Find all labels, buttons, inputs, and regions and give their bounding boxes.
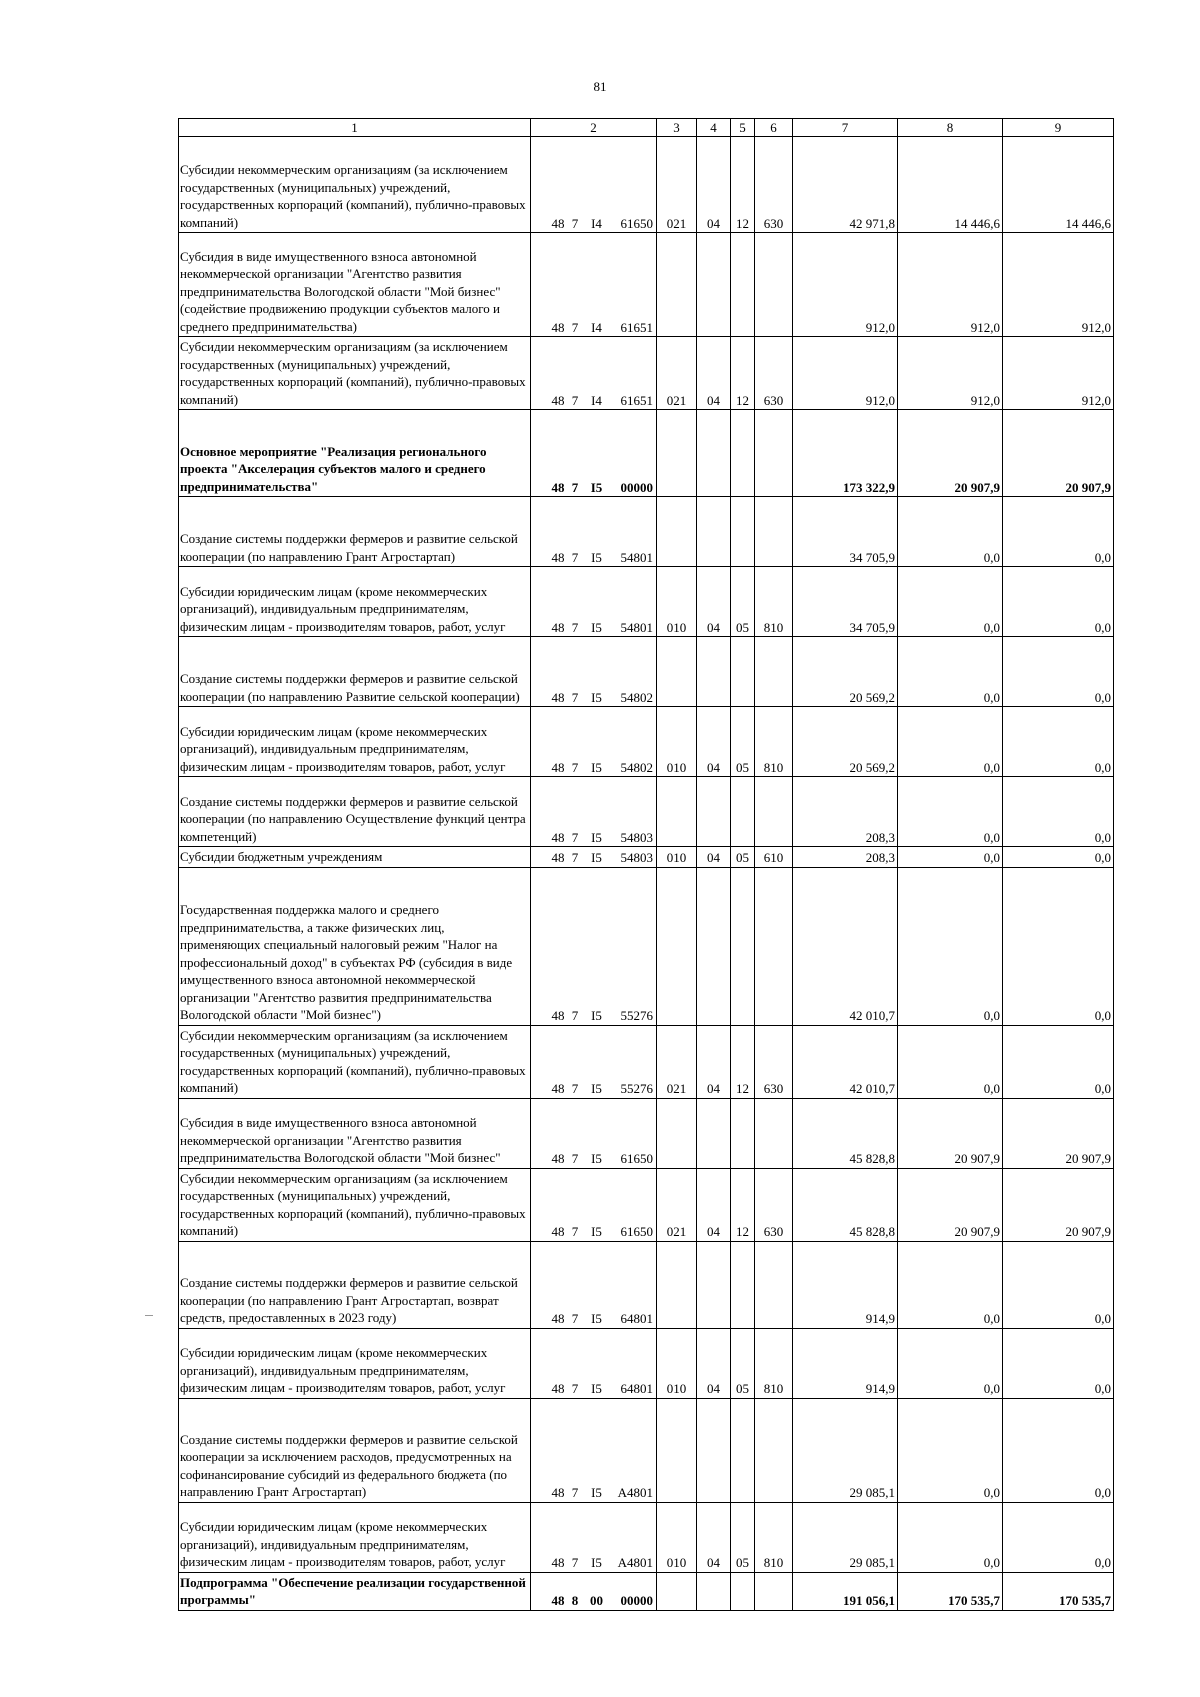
expense-type-code	[657, 1241, 697, 1328]
expense-type-code	[657, 410, 697, 497]
amount-col-7: 42 971,8	[793, 137, 898, 233]
code-subprogram: 7	[568, 1328, 583, 1398]
amount-col-7: 914,9	[793, 1328, 898, 1398]
expense-type-code	[657, 1572, 697, 1610]
section-code: 04	[697, 1168, 731, 1241]
code-program: 48	[531, 410, 568, 497]
code-direction: 54802	[611, 637, 657, 707]
table-row	[179, 637, 1114, 707]
code-event: I5	[583, 1168, 611, 1241]
column-header-6: 6	[755, 119, 793, 137]
code-event: I5	[583, 1502, 611, 1572]
section-code	[697, 777, 731, 847]
table-row	[179, 1098, 1114, 1168]
code-event: I5	[583, 867, 611, 1025]
amount-col-9: 0,0	[1003, 1025, 1114, 1098]
amount-col-9: 912,0	[1003, 233, 1114, 337]
table-row	[179, 1168, 1114, 1241]
code-direction: 61650	[611, 1098, 657, 1168]
row-name: Подпрограмма "Обеспечение реализации государственной программы"	[179, 1572, 531, 1610]
amount-col-9: 20 907,9	[1003, 410, 1114, 497]
code-event: I5	[583, 410, 611, 497]
subsection-code: 05	[731, 707, 755, 777]
column-header-8: 8	[898, 119, 1003, 137]
code-program: 48	[531, 777, 568, 847]
section-code	[697, 867, 731, 1025]
expense-kind-code	[755, 410, 793, 497]
table-row	[179, 847, 1114, 868]
expense-kind-code	[755, 777, 793, 847]
code-subprogram: 7	[568, 1241, 583, 1328]
code-subprogram: 7	[568, 497, 583, 567]
section-code: 04	[697, 707, 731, 777]
code-subprogram: 8	[568, 1572, 583, 1610]
code-direction: 64801	[611, 1328, 657, 1398]
code-event: I5	[583, 1398, 611, 1502]
expense-kind-code	[755, 1572, 793, 1610]
amount-col-9: 170 535,7	[1003, 1572, 1114, 1610]
section-code	[697, 1572, 731, 1610]
amount-col-7: 42 010,7	[793, 1025, 898, 1098]
expense-type-code: 010	[657, 1328, 697, 1398]
code-direction: 54801	[611, 497, 657, 567]
amount-col-9: 0,0	[1003, 567, 1114, 637]
subsection-code	[731, 497, 755, 567]
code-program: 48	[531, 867, 568, 1025]
code-subprogram: 7	[568, 137, 583, 233]
code-direction: 61651	[611, 337, 657, 410]
expense-kind-code	[755, 1398, 793, 1502]
section-code	[697, 233, 731, 337]
subsection-code	[731, 867, 755, 1025]
row-name: Государственная поддержка малого и среднего предпринимательства, а также физических лиц, применяющих специальный налоговый режим "Налог на профессиональный доход" в субъектах РФ (субсидия в виде имущественного взноса автономной некоммерческой организации "Агентство развития предпринимательства Вологодской области "Мой бизнес")	[179, 867, 531, 1025]
code-subprogram: 7	[568, 1025, 583, 1098]
expense-type-code: 010	[657, 567, 697, 637]
code-direction: 64801	[611, 1241, 657, 1328]
expense-kind-code: 810	[755, 567, 793, 637]
amount-col-8: 0,0	[898, 847, 1003, 868]
table-row	[179, 137, 1114, 233]
amount-col-8: 0,0	[898, 707, 1003, 777]
row-name: Субсидии некоммерческим организациям (за исключением государственных (муниципальных) учреждений, государственных корпораций (компаний), публично-правовых компаний)	[179, 1025, 531, 1098]
budget-table	[178, 118, 1114, 1611]
row-name: Создание системы поддержки фермеров и развитие сельской кооперации (по направлению Развитие сельской кооперации)	[179, 637, 531, 707]
expense-type-code	[657, 867, 697, 1025]
code-event: I5	[583, 637, 611, 707]
subsection-code	[731, 777, 755, 847]
row-name: Субсидии некоммерческим организациям (за исключением государственных (муниципальных) учреждений, государственных корпораций (компаний), публично-правовых компаний)	[179, 1168, 531, 1241]
table-row	[179, 1328, 1114, 1398]
amount-col-8: 912,0	[898, 337, 1003, 410]
code-event: I5	[583, 1025, 611, 1098]
section-code	[697, 497, 731, 567]
expense-type-code	[657, 497, 697, 567]
code-direction: 55276	[611, 1025, 657, 1098]
code-direction: A4801	[611, 1398, 657, 1502]
amount-col-9: 0,0	[1003, 637, 1114, 707]
column-header-1: 1	[179, 119, 531, 137]
subsection-code: 12	[731, 1168, 755, 1241]
subsection-code: 05	[731, 847, 755, 868]
amount-col-9: 0,0	[1003, 777, 1114, 847]
subsection-code	[731, 1398, 755, 1502]
amount-col-8: 0,0	[898, 637, 1003, 707]
row-name: Создание системы поддержки фермеров и развитие сельской кооперации (по направлению Осуществление функций центра компетенций)	[179, 777, 531, 847]
expense-kind-code: 630	[755, 1168, 793, 1241]
column-header-4: 4	[697, 119, 731, 137]
expense-kind-code: 610	[755, 847, 793, 868]
row-name: Субсидии юридическим лицам (кроме некоммерческих организаций), индивидуальным предпринимателям, физическим лицам - производителям товаров, работ, услуг	[179, 1328, 531, 1398]
section-code: 04	[697, 1025, 731, 1098]
subsection-code: 12	[731, 1025, 755, 1098]
amount-col-8: 0,0	[898, 867, 1003, 1025]
table-row	[179, 233, 1114, 337]
amount-col-8: 170 535,7	[898, 1572, 1003, 1610]
code-subprogram: 7	[568, 233, 583, 337]
section-code: 04	[697, 1502, 731, 1572]
row-name: Создание системы поддержки фермеров и развитие сельской кооперации (по направлению Грант Агростартап, возврат средств, предоставленных в 2023 году)	[179, 1241, 531, 1328]
code-program: 48	[531, 1572, 568, 1610]
section-code	[697, 410, 731, 497]
header-row	[179, 119, 1114, 137]
code-event: 00	[583, 1572, 611, 1610]
expense-type-code	[657, 1398, 697, 1502]
code-event: I5	[583, 497, 611, 567]
expense-kind-code	[755, 497, 793, 567]
expense-kind-code: 810	[755, 1328, 793, 1398]
amount-col-9: 0,0	[1003, 867, 1114, 1025]
expense-type-code: 021	[657, 1025, 697, 1098]
code-event: I4	[583, 233, 611, 337]
code-program: 48	[531, 337, 568, 410]
row-name: Субсидии юридическим лицам (кроме некоммерческих организаций), индивидуальным предпринимателям, физическим лицам - производителям товаров, работ, услуг	[179, 1502, 531, 1572]
amount-col-8: 0,0	[898, 1241, 1003, 1328]
subsection-code: 05	[731, 1328, 755, 1398]
amount-col-7: 29 085,1	[793, 1398, 898, 1502]
expense-type-code	[657, 777, 697, 847]
table-row	[179, 567, 1114, 637]
amount-col-7: 173 322,9	[793, 410, 898, 497]
expense-kind-code: 810	[755, 1502, 793, 1572]
amount-col-7: 45 828,8	[793, 1168, 898, 1241]
table-body	[179, 137, 1114, 1611]
code-program: 48	[531, 233, 568, 337]
section-code: 04	[697, 1328, 731, 1398]
row-name: Субсидии некоммерческим организациям (за исключением государственных (муниципальных) учреждений, государственных корпораций (компаний), публично-правовых компаний)	[179, 337, 531, 410]
amount-col-7: 45 828,8	[793, 1098, 898, 1168]
amount-col-9: 0,0	[1003, 1398, 1114, 1502]
code-program: 48	[531, 567, 568, 637]
expense-type-code: 010	[657, 707, 697, 777]
expense-kind-code: 630	[755, 337, 793, 410]
table-row	[179, 777, 1114, 847]
code-event: I5	[583, 847, 611, 868]
code-program: 48	[531, 137, 568, 233]
amount-col-8: 20 907,9	[898, 1168, 1003, 1241]
code-program: 48	[531, 1502, 568, 1572]
subsection-code: 12	[731, 137, 755, 233]
code-direction: 54802	[611, 707, 657, 777]
code-subprogram: 7	[568, 847, 583, 868]
table-row	[179, 1572, 1114, 1610]
amount-col-8: 912,0	[898, 233, 1003, 337]
subsection-code	[731, 1572, 755, 1610]
row-name: Субсидия в виде имущественного взноса автономной некоммерческой организации "Агентство развития предпринимательства Вологодской области "Мой бизнес" (содействие продвижению продукции субъектов малого и среднего предпринимательства)	[179, 233, 531, 337]
code-direction: 00000	[611, 1572, 657, 1610]
expense-kind-code	[755, 867, 793, 1025]
amount-col-8: 20 907,9	[898, 410, 1003, 497]
row-name: Субсидии юридическим лицам (кроме некоммерческих организаций), индивидуальным предпринимателям, физическим лицам - производителям товаров, работ, услуг	[179, 707, 531, 777]
amount-col-7: 912,0	[793, 233, 898, 337]
amount-col-9: 0,0	[1003, 1241, 1114, 1328]
amount-col-9: 0,0	[1003, 497, 1114, 567]
code-program: 48	[531, 637, 568, 707]
code-program: 48	[531, 1168, 568, 1241]
amount-col-9: 0,0	[1003, 1502, 1114, 1572]
code-subprogram: 7	[568, 410, 583, 497]
code-event: I5	[583, 1098, 611, 1168]
section-code	[697, 1398, 731, 1502]
table-row	[179, 867, 1114, 1025]
section-code	[697, 1241, 731, 1328]
amount-col-8: 0,0	[898, 1398, 1003, 1502]
amount-col-7: 42 010,7	[793, 867, 898, 1025]
amount-col-8: 0,0	[898, 1502, 1003, 1572]
expense-type-code: 021	[657, 1168, 697, 1241]
amount-col-7: 29 085,1	[793, 1502, 898, 1572]
table-row	[179, 410, 1114, 497]
amount-col-8: 14 446,6	[898, 137, 1003, 233]
code-direction: 61650	[611, 137, 657, 233]
column-header-7: 7	[793, 119, 898, 137]
code-program: 48	[531, 497, 568, 567]
expense-kind-code	[755, 1241, 793, 1328]
code-direction: 54803	[611, 777, 657, 847]
amount-col-7: 208,3	[793, 777, 898, 847]
row-name: Субсидии бюджетным учреждениям	[179, 847, 531, 868]
code-direction: A4801	[611, 1502, 657, 1572]
code-subprogram: 7	[568, 1502, 583, 1572]
code-subprogram: 7	[568, 1168, 583, 1241]
amount-col-7: 912,0	[793, 337, 898, 410]
subsection-code	[731, 1098, 755, 1168]
section-code	[697, 1098, 731, 1168]
expense-type-code: 021	[657, 337, 697, 410]
code-subprogram: 7	[568, 637, 583, 707]
section-code: 04	[697, 137, 731, 233]
subsection-code: 12	[731, 337, 755, 410]
table-row	[179, 497, 1114, 567]
code-direction: 54803	[611, 847, 657, 868]
amount-col-9: 0,0	[1003, 1328, 1114, 1398]
table-row	[179, 1398, 1114, 1502]
amount-col-8: 0,0	[898, 1328, 1003, 1398]
subsection-code: 05	[731, 1502, 755, 1572]
code-program: 48	[531, 1241, 568, 1328]
section-code	[697, 637, 731, 707]
expense-kind-code	[755, 637, 793, 707]
table-row	[179, 337, 1114, 410]
expense-type-code	[657, 233, 697, 337]
expense-type-code	[657, 1098, 697, 1168]
code-direction: 61650	[611, 1168, 657, 1241]
row-name: Создание системы поддержки фермеров и развитие сельской кооперации (по направлению Грант Агростартап)	[179, 497, 531, 567]
expense-type-code	[657, 637, 697, 707]
subsection-code	[731, 410, 755, 497]
section-code: 04	[697, 847, 731, 868]
code-program: 48	[531, 1098, 568, 1168]
row-name: Основное мероприятие "Реализация регионального проекта "Акселерация субъектов малого и среднего предпринимательства"	[179, 410, 531, 497]
code-event: I4	[583, 137, 611, 233]
column-header-5: 5	[731, 119, 755, 137]
code-event: I5	[583, 1241, 611, 1328]
expense-kind-code: 810	[755, 707, 793, 777]
code-program: 48	[531, 1328, 568, 1398]
column-header-9: 9	[1003, 119, 1114, 137]
amount-col-7: 20 569,2	[793, 637, 898, 707]
code-program: 48	[531, 707, 568, 777]
table-row	[179, 1502, 1114, 1572]
row-name: Субсидии некоммерческим организациям (за исключением государственных (муниципальных) учреждений, государственных корпораций (компаний), публично-правовых компаний)	[179, 137, 531, 233]
expense-type-code: 010	[657, 847, 697, 868]
code-event: I4	[583, 337, 611, 410]
expense-kind-code	[755, 233, 793, 337]
code-subprogram: 7	[568, 1098, 583, 1168]
amount-col-7: 208,3	[793, 847, 898, 868]
subsection-code	[731, 233, 755, 337]
amount-col-8: 0,0	[898, 777, 1003, 847]
code-subprogram: 7	[568, 567, 583, 637]
expense-kind-code	[755, 1098, 793, 1168]
table-row	[179, 707, 1114, 777]
code-event: I5	[583, 777, 611, 847]
code-subprogram: 7	[568, 707, 583, 777]
amount-col-7: 34 705,9	[793, 567, 898, 637]
code-program: 48	[531, 1025, 568, 1098]
amount-col-9: 0,0	[1003, 707, 1114, 777]
expense-type-code: 021	[657, 137, 697, 233]
expense-kind-code: 630	[755, 137, 793, 233]
amount-col-7: 34 705,9	[793, 497, 898, 567]
section-code: 04	[697, 567, 731, 637]
section-code: 04	[697, 337, 731, 410]
subsection-code	[731, 1241, 755, 1328]
amount-col-9: 912,0	[1003, 337, 1114, 410]
subsection-code: 05	[731, 567, 755, 637]
amount-col-7: 914,9	[793, 1241, 898, 1328]
scan-artifact-dash	[145, 1315, 153, 1316]
code-direction: 54801	[611, 567, 657, 637]
code-subprogram: 7	[568, 1398, 583, 1502]
amount-col-8: 0,0	[898, 567, 1003, 637]
amount-col-7: 191 056,1	[793, 1572, 898, 1610]
code-subprogram: 7	[568, 867, 583, 1025]
code-direction: 55276	[611, 867, 657, 1025]
table-row	[179, 1241, 1114, 1328]
code-event: I5	[583, 567, 611, 637]
amount-col-9: 14 446,6	[1003, 137, 1114, 233]
code-event: I5	[583, 707, 611, 777]
amount-col-7: 20 569,2	[793, 707, 898, 777]
row-name: Субсидия в виде имущественного взноса автономной некоммерческой организации "Агентство развития предпринимательства Вологодской области "Мой бизнес"	[179, 1098, 531, 1168]
row-name: Создание системы поддержки фермеров и развитие сельской кооперации за исключением расходов, предусмотренных на софинансирование субсидий из федерального бюджета (по направлению Грант Агростартап)	[179, 1398, 531, 1502]
amount-col-8: 20 907,9	[898, 1098, 1003, 1168]
column-header-2: 2	[531, 119, 657, 137]
page-number: 81	[593, 79, 607, 94]
column-header-3: 3	[657, 119, 697, 137]
expense-kind-code: 630	[755, 1025, 793, 1098]
code-program: 48	[531, 847, 568, 868]
code-subprogram: 7	[568, 777, 583, 847]
amount-col-9: 20 907,9	[1003, 1168, 1114, 1241]
expense-type-code: 010	[657, 1502, 697, 1572]
amount-col-8: 0,0	[898, 497, 1003, 567]
subsection-code	[731, 637, 755, 707]
code-program: 48	[531, 1398, 568, 1502]
code-direction: 61651	[611, 233, 657, 337]
row-name: Субсидии юридическим лицам (кроме некоммерческих организаций), индивидуальным предпринимателям, физическим лицам - производителям товаров, работ, услуг	[179, 567, 531, 637]
amount-col-9: 0,0	[1003, 847, 1114, 868]
table-row	[179, 1025, 1114, 1098]
code-direction: 00000	[611, 410, 657, 497]
amount-col-8: 0,0	[898, 1025, 1003, 1098]
code-event: I5	[583, 1328, 611, 1398]
amount-col-9: 20 907,9	[1003, 1098, 1114, 1168]
code-subprogram: 7	[568, 337, 583, 410]
